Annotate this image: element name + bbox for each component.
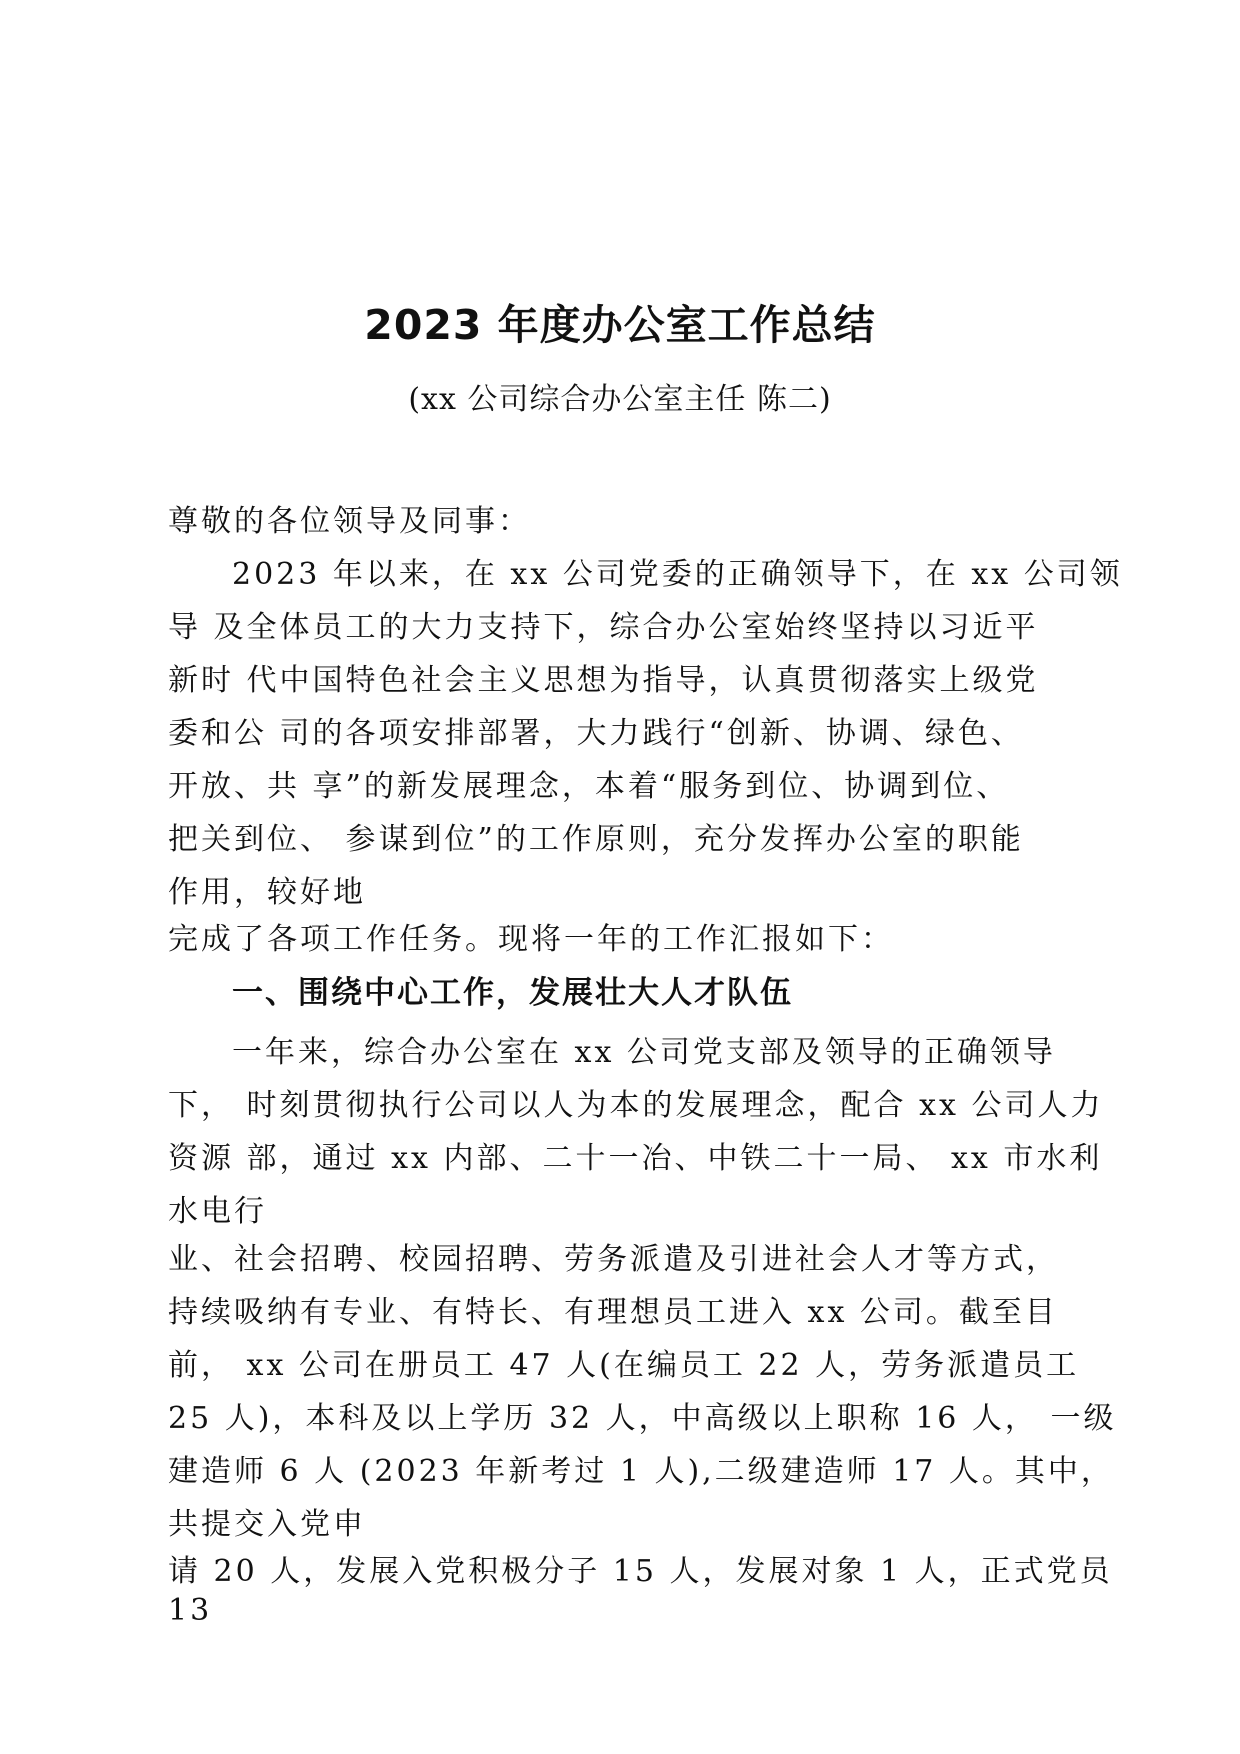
document-subtitle: (xx 公司综合办公室主任 陈二) xyxy=(408,382,832,417)
body-line: 开放、共 享”的新发展理念，本着“服务到位、协调到位、 xyxy=(168,769,1010,804)
body-line: 委和公 司的各项安排部署，大力践行“创新、协调、绿色、 xyxy=(168,716,1024,751)
body-line: 把关到位、 参谋到位”的工作原则，充分发挥办公室的职能 xyxy=(168,822,1024,857)
body-line: 业、社会招聘、校园招聘、劳务派遣及引进社会人才等方式， xyxy=(168,1242,1059,1277)
document-title: 2023 年度办公室工作总结 xyxy=(364,301,876,349)
body-line: 请 20 人，发展入党积极分子 15 人，发展对象 1 人，正式党员 xyxy=(168,1554,1113,1589)
body-line: 2023 年以来，在 xx 公司党委的正确领导下，在 xx 公司领 xyxy=(232,557,1123,592)
body-line: 25 人)，本科及以上学历 32 人，中高级以上职称 16 人， 一级 xyxy=(168,1401,1117,1436)
body-line: 资源 部，通过 xx 内部、二十一冶、中铁二十一局、 xx 市水利 xyxy=(168,1141,1103,1176)
body-line: 前， xx 公司在册员工 47 人(在编员工 22 人，劳务派遣员工 xyxy=(168,1348,1080,1383)
body-line: 导 及全体员工的大力支持下，综合办公室始终坚持以习近平 xyxy=(168,610,1039,645)
body-line: 共提交入党申 xyxy=(168,1507,366,1542)
body-line: 13 xyxy=(168,1593,213,1628)
body-line: 一年来，综合办公室在 xx 公司党支部及领导的正确领导 xyxy=(232,1035,1056,1070)
body-line: 建造师 6 人 (2023 年新考过 1 人),二级建造师 17 人。其中， xyxy=(168,1454,1114,1489)
salutation: 尊敬的各位领导及同事： xyxy=(168,504,531,539)
body-line: 完成了各项工作任务。现将一年的工作汇报如下： xyxy=(168,922,894,957)
section-heading: 一、围绕中心工作，发展壮大人才队伍 xyxy=(232,975,793,1011)
body-line: 新时 代中国特色社会主义思想为指导，认真贯彻落实上级党 xyxy=(168,663,1039,698)
body-line: 作用，较好地 xyxy=(168,875,366,910)
body-line: 持续吸纳有专业、有特长、有理想员工进入 xx 公司。截至目 xyxy=(168,1295,1058,1330)
body-line: 下， 时刻贯彻执行公司以人为本的发展理念，配合 xx 公司人力 xyxy=(168,1088,1104,1123)
body-line: 水电行 xyxy=(168,1194,267,1229)
